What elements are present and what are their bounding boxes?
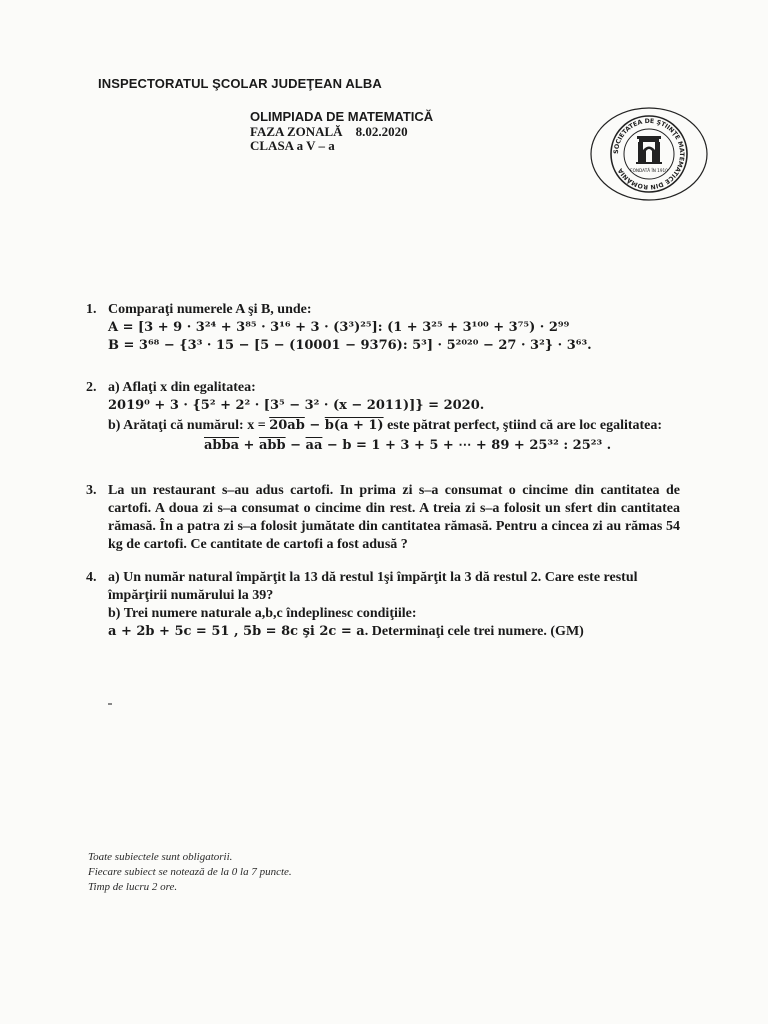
- problem-2b-suffix: este pătrat perfect, ştiind că are loc egalitatea:: [383, 418, 663, 433]
- problem-2a-intro: a) Aflaţi x din egalitatea:: [108, 380, 256, 395]
- problem-4a-line2: împărţirii numărului la 39?: [108, 588, 274, 603]
- problem-2b-overline-term: $\overline{aa}$: [305, 438, 323, 453]
- footer-line-points: Fiecare subiect se notează de la 0 la 7 puncte.: [88, 866, 292, 878]
- problem-2b-overline-term: 20ab: [269, 418, 305, 433]
- problem-2b-minus: −: [304, 418, 325, 433]
- problem-2b-equation-rest: − b = 1 + 3 + 5 + ⋯ + 89 + 25³² : 25²³ .: [322, 438, 612, 453]
- problem-2: [86, 379, 726, 455]
- arch-icon: [636, 136, 662, 164]
- problem-4a-line1: a) Un număr natural împărţit la 13 dă restul 1şi împărţit la 3 dă restul 2. Care este restul: [108, 570, 638, 585]
- problem-2b-overline-term: $\overline{abb}$: [258, 438, 286, 453]
- problem-3-text: La un restaurant s–au adus cartofi. In prima zi s–a consumat o cincime din cantitatea de cartofi. A doua zi s–a consumat o cincime din rest. A treia zi s–a folosit un sfert din cantitatea rămasă. În a patra zi s–a folosit jumătate din cantitatea rămasă. Pentru a cincea zi au rămas 54 kg de cartofi. Ce cantitate de cartofi a fost adusă ?: [108, 483, 680, 552]
- problem-number: 3.: [86, 483, 97, 498]
- problem-1-a-expression: A = [3 + 9 · 3²⁴ + 3⁸⁵ · 3¹⁶ + 3 · (3³)²⁵]: (1 + 3²⁵ + 3¹⁰⁰ + 3⁷⁵) · 2⁹⁹: [108, 320, 570, 335]
- olympiad-title: OLIMPIADA DE MATEMATICĂ: [250, 109, 434, 124]
- society-seal-stamp: [586, 106, 712, 202]
- problem-1: [86, 301, 726, 355]
- problem-4b-equation: a + 2b + 5c = 51 , 5b = 8c şi 2c = a: [108, 624, 365, 639]
- instructions-footer: [88, 850, 292, 895]
- footer-line-mandatory: Toate subiectele sunt obligatorii.: [88, 851, 233, 863]
- problem-2b-overline-term: b(a + 1): [324, 418, 384, 433]
- problem-2b-operator: +: [239, 438, 259, 453]
- phase-date: FAZA ZONALĂ 8.02.2020: [250, 124, 408, 139]
- problem-4: [86, 569, 726, 641]
- inspectorate-title: INSPECTORATUL ŞCOLAR JUDEŢEAN ALBA: [98, 76, 382, 91]
- problem-number: 1.: [86, 302, 97, 317]
- problem-4b-line1: b) Trei numere naturale a,b,c îndeplinesc condiţiile:: [108, 606, 417, 621]
- problem-2b-operator: −: [285, 438, 306, 453]
- problem-4b-tail: . Determinaţi cele trei numere. (GM): [364, 624, 584, 639]
- problem-1-b-expression: B = 3⁶⁸ − {3³ · 15 − [5 − (10001 − 9376): 5³] · 5²⁰²⁰ − 27 · 3²} · 3⁶³.: [108, 338, 592, 353]
- seal-ring-text: SOCIETATEA DE ŞTIINŢE MATEMATICE DIN ROMÂNIA: [612, 117, 686, 191]
- footer-line-time: Timp de lucru 2 ore.: [88, 881, 178, 893]
- problem-number: 2.: [86, 380, 97, 395]
- problem-1-intro: Comparaţi numerele A şi B, unde:: [108, 302, 312, 317]
- problem-2b-prefix: b) Arătaţi că numărul: x =: [108, 418, 270, 433]
- problem-2b-overline-term: abba: [204, 438, 240, 453]
- problem-3: [86, 482, 726, 554]
- problem-2a-equation: 2019⁰ + 3 · {5² + 2² · [3⁵ − 3² · (x − 2011)]} = 2020.: [108, 398, 485, 413]
- seal-founded: FONDATĂ ÎN 1910: [630, 168, 668, 173]
- class-level: CLASA a V – a: [250, 138, 335, 153]
- scan-speck: [108, 703, 112, 705]
- problem-number: 4.: [86, 570, 97, 585]
